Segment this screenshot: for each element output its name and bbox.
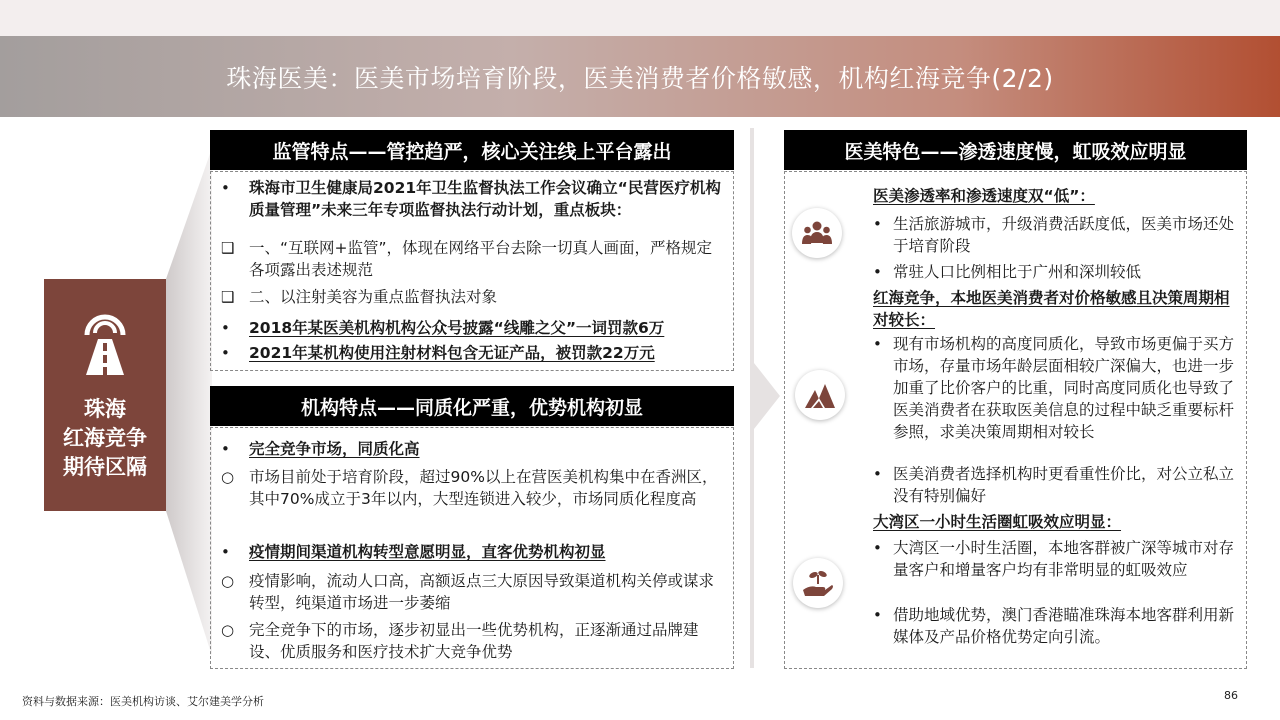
mountains-icon [795, 370, 845, 420]
road-icon [74, 311, 136, 377]
section-heading: 大湾区一小时生活圈虹吸效应明显： [873, 513, 1122, 531]
left-label [63, 395, 147, 482]
section-heading: 医美渗透率和渗透速度双“低”： [873, 187, 1095, 205]
bullet-marker: • [873, 215, 882, 233]
features-section3-heading-row [873, 511, 1241, 533]
left-label-line1: 珠海 [84, 397, 126, 421]
list-item [873, 213, 1241, 257]
feature-item-text: 大湾区一小时生活圈，本地客群被广深等城市对存量客户和增量客户均有非常明显的虹吸效应 [893, 539, 1235, 579]
page-number: 86 [1224, 689, 1238, 702]
institution-item-text: 市场目前处于培育阶段，超过90%以上在营医美机构集中在香洲区，其中70%成立于3年以内，大型连锁进入较少，市场同质化程度高 [249, 468, 718, 508]
feature-item-text: 常驻人口比例相比于广州和深圳较低 [893, 263, 1142, 281]
list-item [873, 261, 1241, 283]
left-label-box [44, 279, 166, 511]
list-item [221, 342, 726, 364]
bullet-marker: • [221, 344, 230, 362]
circle-marker: ○ [221, 572, 235, 590]
institution-header [210, 386, 734, 426]
institution-item-text: 疫情期间渠道机构转型意愿明显，直客优势机构初显 [249, 543, 606, 561]
bullet-marker: • [221, 440, 230, 458]
bullet-marker: • [221, 319, 230, 337]
regulation-header [210, 130, 734, 170]
bullet-marker: • [873, 263, 882, 281]
regulation-header-text: 监管特点——管控趋严，核心关注线上平台露出 [272, 140, 672, 163]
list-item [221, 619, 726, 663]
bullet-marker: • [873, 606, 882, 624]
source-footnote: 资料与数据来源：医美机构访谈、艾尔建美学分析 [22, 695, 264, 708]
list-item [873, 333, 1241, 443]
list-item [221, 286, 726, 308]
checkbox-marker: ❑ [221, 288, 235, 306]
hand-plant-glyph [801, 568, 835, 598]
bullet-marker: • [221, 543, 230, 561]
feature-item-text: 借助地域优势，澳门香港瞄准珠海本地客群利用新媒体及产品价格优势定向引流。 [893, 606, 1235, 646]
institution-item-text: 完全竞争下的市场，逐步初显出一些优势机构，正逐渐通过品牌建设、优质服务和医疗技术扩大竞争优势 [249, 621, 699, 661]
bullet-marker: • [873, 335, 882, 353]
regulation-item-text: 一、“互联网+监管”，体现在网络平台去除一切真人画面，严格规定各项露出表述规范 [249, 239, 713, 279]
mountains-glyph [803, 380, 837, 410]
list-item [873, 604, 1241, 648]
bullet-marker: • [873, 539, 882, 557]
features-section1-heading-row [873, 185, 1241, 207]
feature-item-text: 生活旅游城市，升级消费活跃度低，医美市场还处于培育阶段 [893, 215, 1235, 255]
features-header [784, 130, 1247, 170]
regulation-item-text: 2021年某机构使用注射材料包含无证产品，被罚款22万元 [249, 344, 655, 362]
list-item [221, 570, 726, 614]
people-group-glyph [801, 219, 833, 247]
circle-marker: ○ [221, 468, 235, 486]
top-band [0, 0, 1280, 36]
regulation-item-text: 2018年某医美机构机构公众号披露“线雕之父”一词罚款6万 [249, 319, 665, 337]
feature-item-text: 医美消费者选择机构时更看重性价比，对公立私立没有特别偏好 [893, 465, 1235, 505]
institution-item-text: 疫情影响，流动人口高，高额返点三大原因导致渠道机构关停或谋求转型，纯渠道市场进一步萎缩 [249, 572, 715, 612]
title-bar [0, 36, 1280, 117]
institution-header-text: 机构特点——同质化严重，优势机构初显 [300, 396, 643, 419]
section-heading: 红海竞争，本地医美消费者对价格敏感且决策周期相对较长： [873, 289, 1230, 329]
page-title: 珠海医美：医美市场培育阶段，医美消费者价格敏感，机构红海竞争(2/2) [226, 63, 1054, 93]
funnel-connector [166, 148, 212, 656]
list-item [221, 317, 726, 339]
features-section2-heading-row [873, 287, 1241, 331]
feature-item-text: 现有市场机构的高度同质化，导致市场更偏于买方市场，存量市场年龄层面相较广深偏大，也进一步加重了比价客户的比重，同时高度同质化也导致了医美消费者在获取医美信息的过程中缺乏重要标杆参照，求美决策周期相对较长 [893, 335, 1235, 441]
left-label-line3: 期待区隔 [63, 455, 147, 479]
checkbox-marker: ❑ [221, 239, 235, 257]
bullet-marker: • [221, 179, 230, 197]
list-item [221, 438, 726, 460]
institution-item-text: 完全竞争市场，同质化高 [249, 440, 420, 458]
features-header-text: 医美特色——渗透速度慢，虹吸效应明显 [844, 140, 1187, 163]
list-item [221, 466, 726, 510]
list-item [221, 237, 726, 281]
people-group-icon [792, 208, 842, 258]
regulation-item-text: 珠海市卫生健康局2021年卫生监督执法工作会议确立“民营医疗机构质量管理”未来三年专项监督执法行动计划，重点板块： [249, 179, 721, 219]
list-item [221, 541, 726, 563]
bullet-marker: • [873, 465, 882, 483]
hand-plant-icon [793, 558, 843, 608]
list-item [873, 463, 1241, 507]
divider-chevron [750, 128, 782, 668]
left-label-line2: 红海竞争 [63, 426, 147, 450]
list-item [221, 177, 726, 221]
circle-marker: ○ [221, 621, 235, 639]
list-item [873, 537, 1241, 581]
regulation-item-text: 二、以注射美容为重点监督执法对象 [249, 288, 498, 306]
